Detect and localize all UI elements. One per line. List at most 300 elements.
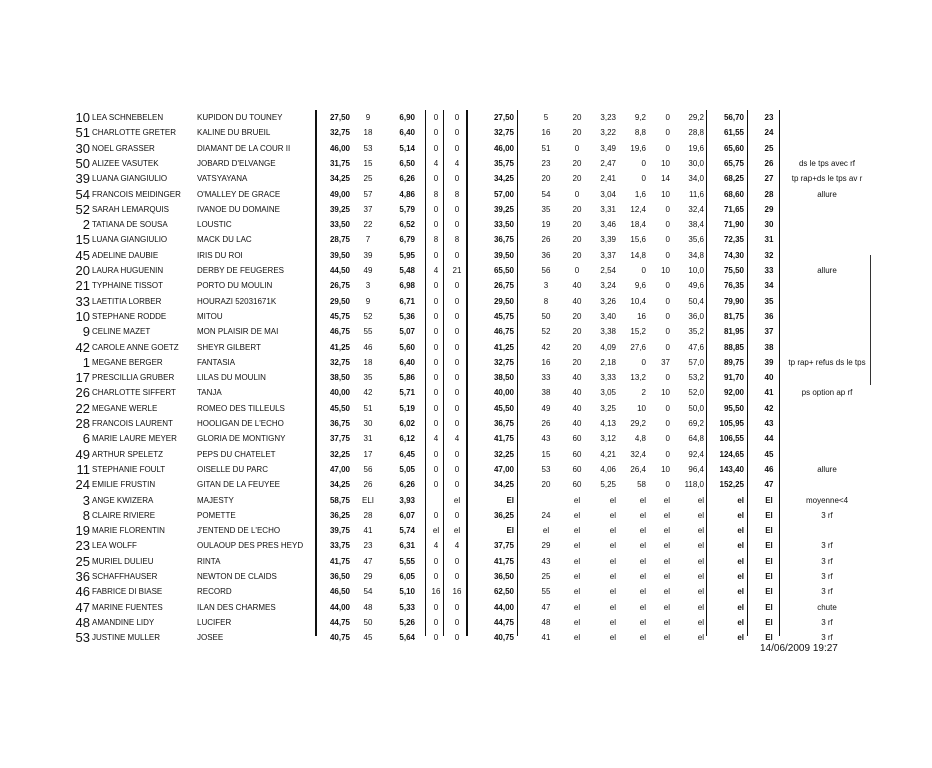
rider-number: 26 (75, 385, 90, 401)
jumping-total: 49,6 (688, 281, 704, 291)
penalty-a: 0 (433, 403, 439, 413)
remark: tp rap+ refus ds le tps (788, 357, 866, 367)
rider-number: 54 (75, 186, 90, 202)
jumping-penalties: 20 (572, 204, 582, 214)
dressage-average: 6,45 (399, 449, 415, 459)
time-penalties: 16 (637, 311, 646, 321)
time-penalties: 0 (641, 266, 646, 275)
jumping-penalties: 60 (572, 480, 582, 490)
penalty-b: 0 (454, 572, 460, 581)
penalty-b: 0 (454, 419, 460, 428)
final-rank: 39 (764, 357, 774, 367)
total-after-dressage: 41,75 (493, 434, 514, 444)
dressage-average: 5,55 (399, 556, 415, 566)
table-column-divider (315, 110, 317, 636)
other-penalties: 0 (665, 311, 670, 321)
penalty-b: 0 (454, 388, 460, 398)
dressage-score: 36,50 (329, 572, 350, 581)
jumping-penalties: el (573, 572, 581, 581)
penalty-a: 0 (433, 419, 439, 428)
total-after-dressage: 41,75 (493, 556, 514, 566)
final-total: 152,25 (719, 480, 744, 490)
rider-name: EMILIE FRUSTIN (92, 480, 156, 490)
penalty-b: 0 (454, 204, 460, 214)
total-after-dressage: 46,75 (493, 327, 514, 337)
table-column-divider (517, 110, 518, 636)
penalty-a: el (432, 526, 440, 536)
total-after-dressage: 38,50 (493, 373, 514, 383)
jumping-total: 11,6 (689, 189, 704, 199)
dressage-average: 5,48 (399, 266, 415, 275)
dressage-average: 5,19 (399, 403, 415, 413)
dressage-rank: 29 (363, 572, 373, 581)
rider-number: 15 (75, 232, 90, 248)
final-total: 81,95 (723, 327, 744, 337)
time-penalties: 15,2 (630, 327, 646, 337)
other-penalties: 0 (665, 204, 670, 214)
final-total: el (737, 526, 744, 536)
dressage-average: 5,79 (399, 204, 415, 214)
other-penalties: 0 (665, 220, 670, 230)
rider-name: ANGE KWIZERA (92, 495, 154, 505)
dressage-rank: 53 (363, 143, 373, 153)
rider-name: ADELINE DAUBIE (92, 250, 159, 260)
final-rank: 44 (764, 434, 774, 444)
penalty-a: 0 (433, 296, 439, 306)
penalty-b: 0 (454, 449, 460, 459)
intermediate-rank: 23 (541, 158, 551, 168)
rider-name: FABRICE DI BIASE (92, 587, 163, 597)
remark: 3 rf (821, 572, 833, 581)
total-after-dressage: 46,00 (493, 143, 514, 153)
dressage-score: 39,50 (329, 250, 350, 260)
other-penalties: 10 (661, 388, 670, 398)
intermediate-rank: 38 (541, 388, 551, 398)
jumping-total: 52,0 (688, 388, 704, 398)
final-total: 124,65 (719, 449, 744, 459)
rider-name: LEA SCHNEBELEN (92, 113, 164, 122)
total-after-dressage: El (506, 495, 514, 505)
penalty-a: 0 (433, 220, 439, 230)
dressage-rank: 57 (363, 189, 373, 199)
dressage-average: 6,31 (399, 541, 415, 551)
dressage-rank: 28 (363, 510, 373, 520)
penalty-a: 0 (433, 113, 439, 122)
intermediate-rank: 8 (543, 296, 549, 306)
table-column-divider (443, 110, 444, 636)
rider-name: STEPHANE RODDE (92, 311, 167, 321)
jumping-time: 3,04 (600, 189, 616, 199)
penalty-b: 4 (454, 434, 460, 444)
final-rank: El (765, 617, 773, 627)
jumping-time: 5,25 (600, 480, 616, 490)
final-rank: 29 (764, 204, 774, 214)
jumping-total: el (697, 526, 704, 536)
other-penalties: 0 (665, 281, 670, 291)
rider-number: 28 (75, 416, 90, 431)
other-penalties: 10 (661, 158, 670, 168)
other-penalties: 0 (665, 403, 670, 413)
rider-name: FRANCOIS LAURENT (92, 419, 173, 428)
remark: allure (817, 189, 837, 199)
total-after-dressage: 34,25 (493, 174, 514, 184)
dressage-score: 46,00 (329, 143, 350, 153)
dressage-score: 38,50 (329, 373, 350, 383)
rider-name: SARAH LEMARQUIS (92, 204, 169, 214)
dressage-rank: 46 (363, 342, 373, 352)
dressage-average: 5,14 (399, 143, 415, 153)
intermediate-rank: 16 (541, 128, 551, 138)
dressage-rank: 7 (365, 235, 371, 245)
penalty-b: 0 (454, 281, 460, 291)
jumping-total: 35,2 (688, 327, 704, 337)
dressage-rank: 15 (363, 158, 373, 168)
horse-name: ILAN DES CHARMES (197, 602, 276, 612)
jumping-time: el (609, 617, 616, 627)
jumping-penalties: 20 (572, 342, 582, 352)
dressage-rank: 39 (363, 250, 373, 260)
other-penalties: 0 (665, 296, 670, 306)
total-after-dressage: 26,75 (493, 281, 514, 291)
penalty-b: 0 (454, 327, 460, 337)
horse-name: OISELLE DU PARC (197, 464, 268, 474)
dressage-rank: 30 (363, 419, 373, 428)
horse-name: KUPIDON DU TOUNEY (197, 113, 283, 122)
dressage-score: 44,00 (329, 602, 350, 612)
dressage-rank: 18 (363, 128, 373, 138)
penalty-a: 0 (433, 174, 439, 184)
dressage-average: 5,64 (399, 633, 415, 643)
other-penalties: 0 (665, 250, 670, 260)
other-penalties: 0 (665, 235, 670, 245)
final-rank: 30 (764, 220, 774, 230)
dressage-rank: 47 (363, 556, 373, 566)
final-total: 89,75 (723, 357, 744, 367)
other-penalties: 0 (665, 480, 670, 490)
dressage-average: 6,40 (399, 357, 415, 367)
final-rank: 28 (764, 189, 774, 199)
intermediate-rank: 16 (541, 357, 551, 367)
dressage-rank: 42 (363, 388, 373, 398)
dressage-average: 5,86 (399, 373, 415, 383)
dressage-rank: 35 (363, 373, 373, 383)
dressage-average: 5,60 (399, 342, 415, 352)
penalty-a: 8 (433, 235, 439, 245)
final-total: 71,65 (723, 204, 744, 214)
jumping-time: 3,39 (600, 235, 616, 245)
rider-number: 46 (75, 584, 90, 600)
other-penalties: 0 (665, 373, 670, 383)
horse-name: PORTO DU MOULIN (197, 281, 273, 291)
final-total: 68,60 (723, 189, 744, 199)
jumping-total: 118,0 (684, 480, 704, 490)
intermediate-rank: 49 (541, 403, 551, 413)
dressage-rank: 52 (363, 311, 373, 321)
final-total: 61,55 (723, 128, 744, 138)
time-penalties: el (639, 556, 646, 566)
penalty-b: 0 (454, 464, 460, 474)
other-penalties: 0 (665, 143, 670, 153)
penalty-a: 4 (433, 158, 439, 168)
penalty-a: 0 (433, 342, 439, 352)
final-total: 91,70 (723, 373, 744, 383)
final-total: 79,90 (723, 296, 744, 306)
dressage-average: 5,71 (399, 388, 415, 398)
rider-name: MURIEL DULIEU (92, 556, 154, 566)
total-after-dressage: 29,50 (493, 296, 514, 306)
intermediate-rank: 26 (541, 419, 551, 428)
final-total: el (737, 602, 744, 612)
penalty-a: 16 (431, 587, 441, 597)
rider-number: 20 (75, 263, 90, 278)
time-penalties: 19,6 (630, 143, 646, 153)
time-penalties: 14,8 (630, 250, 646, 260)
rider-number: 36 (75, 569, 90, 584)
time-penalties: 1,6 (634, 189, 646, 199)
jumping-penalties: el (573, 510, 581, 520)
time-penalties: 32,4 (630, 449, 646, 459)
dressage-rank: 54 (363, 587, 373, 597)
jumping-time: 3,26 (600, 296, 616, 306)
dressage-average: 5,36 (399, 311, 415, 321)
total-after-dressage: 57,00 (493, 189, 514, 199)
remark: 3 rf (821, 587, 833, 597)
horse-name: IRIS DU ROI (197, 250, 243, 260)
remark: allure (817, 464, 837, 474)
total-after-dressage: 47,00 (493, 464, 514, 474)
other-penalties: 0 (665, 434, 670, 444)
remark: tp rap+ds le tps av r (791, 174, 863, 184)
other-penalties: 10 (661, 189, 670, 199)
final-rank: El (765, 541, 773, 551)
time-penalties: 9,6 (634, 281, 646, 291)
final-total: 106,55 (719, 434, 744, 444)
other-penalties: el (663, 633, 670, 643)
penalty-b: 0 (454, 633, 460, 643)
dressage-score: 33,50 (329, 220, 350, 230)
jumping-penalties: 40 (572, 388, 582, 398)
dressage-score: 34,25 (329, 480, 350, 490)
penalty-b: 0 (454, 602, 460, 612)
final-total: el (737, 572, 744, 581)
rider-name: MARIE LAURE MEYER (92, 434, 177, 444)
jumping-total: 96,4 (688, 464, 704, 474)
dressage-average: 6,02 (399, 419, 415, 428)
jumping-penalties: el (573, 587, 581, 597)
rider-number: 24 (75, 477, 90, 493)
time-penalties: 9,2 (634, 113, 646, 122)
dressage-score: 34,25 (329, 174, 350, 184)
intermediate-rank: 26 (541, 235, 551, 245)
horse-name: SHEYR GILBERT (197, 342, 261, 352)
total-after-dressage: 37,75 (493, 541, 514, 551)
penalty-b: 0 (454, 296, 460, 306)
jumping-total: 64,8 (688, 434, 704, 444)
final-total: 65,60 (723, 143, 744, 153)
remark: 3 rf (821, 541, 833, 551)
jumping-total: 28,8 (688, 128, 704, 138)
horse-name: ROMEO DES TILLEULS (197, 403, 285, 413)
final-total: 72,35 (723, 235, 744, 245)
final-rank: 47 (764, 480, 774, 490)
time-penalties: 0 (641, 158, 646, 168)
intermediate-rank: el (542, 526, 550, 536)
penalty-b: 4 (454, 541, 460, 551)
final-rank: El (765, 587, 773, 597)
time-penalties: 0 (641, 174, 646, 184)
jumping-penalties: el (573, 495, 581, 505)
final-total: 76,35 (723, 281, 744, 291)
jumping-penalties: 40 (572, 373, 582, 383)
dressage-rank: 25 (363, 174, 373, 184)
horse-name: O'MALLEY DE GRACE (197, 189, 281, 199)
total-after-dressage: 33,50 (493, 220, 514, 230)
jumping-penalties: 0 (574, 266, 580, 275)
time-penalties: el (639, 617, 646, 627)
jumping-penalties: 20 (572, 174, 582, 184)
jumping-time: 4,13 (600, 419, 616, 428)
dressage-score: 31,75 (329, 158, 350, 168)
jumping-total: 92,4 (688, 449, 704, 459)
final-rank: 46 (764, 464, 774, 474)
time-penalties: el (639, 602, 646, 612)
rider-number: 30 (75, 140, 90, 156)
penalty-b: 0 (454, 403, 460, 413)
dressage-average: 3,93 (399, 495, 415, 505)
dressage-average: 5,95 (399, 250, 415, 260)
time-penalties: 2 (641, 388, 646, 398)
penalty-b: 4 (454, 158, 460, 168)
jumping-time: 3,12 (600, 434, 616, 444)
rider-number: 42 (75, 339, 90, 355)
rider-name: LEA WOLFF (92, 541, 137, 551)
penalty-b: el (453, 526, 461, 536)
time-penalties: 12,4 (630, 204, 646, 214)
horse-name: RECORD (197, 587, 232, 597)
rider-name: AMANDINE LIDY (92, 617, 155, 627)
penalty-b: 0 (454, 250, 460, 260)
rider-number: 17 (75, 370, 90, 386)
intermediate-rank: 43 (541, 434, 551, 444)
jumping-time: 3,24 (600, 281, 616, 291)
horse-name: GITAN DE LA FEUYEE (197, 480, 280, 490)
rider-name: MEGANE BERGER (92, 357, 163, 367)
time-penalties: 8,8 (634, 128, 646, 138)
rider-name: ARTHUR SPELETZ (92, 449, 163, 459)
dressage-score: 44,50 (329, 266, 350, 275)
rider-name: NOEL GRASSER (92, 143, 155, 153)
dressage-score: 45,75 (329, 311, 350, 321)
time-penalties: 18,4 (630, 220, 646, 230)
final-rank: 34 (764, 281, 774, 291)
horse-name: HOOLIGAN DE L'ECHO (197, 419, 284, 428)
jumping-time: 3,05 (600, 388, 616, 398)
final-total: el (737, 556, 744, 566)
other-penalties: 0 (665, 327, 670, 337)
final-total: 65,75 (723, 158, 744, 168)
intermediate-rank: 43 (541, 556, 551, 566)
intermediate-rank: 24 (541, 510, 551, 520)
jumping-penalties: el (573, 602, 581, 612)
jumping-penalties: 0 (574, 189, 580, 199)
other-penalties: 14 (661, 174, 670, 184)
print-timestamp: 14/06/2009 19:27 (760, 643, 838, 654)
dressage-score: 47,00 (329, 464, 350, 474)
final-total: 75,50 (723, 266, 744, 275)
time-penalties: 10 (637, 403, 646, 413)
other-penalties: 0 (665, 449, 670, 459)
penalty-a: 0 (433, 204, 439, 214)
jumping-penalties: 60 (572, 464, 582, 474)
jumping-time: 3,33 (600, 373, 616, 383)
penalty-b: 8 (454, 235, 460, 245)
final-rank: 27 (764, 174, 774, 184)
dressage-rank: 17 (363, 449, 373, 459)
horse-name: TANJA (197, 388, 222, 398)
jumping-total: 50,0 (688, 403, 704, 413)
penalty-a: 0 (433, 510, 439, 520)
total-after-dressage: 36,25 (493, 510, 514, 520)
penalty-b: el (453, 495, 461, 505)
remark: chute (817, 602, 837, 612)
horse-name: OULAOUP DES PRES HEYD (197, 541, 304, 551)
intermediate-rank: 35 (541, 204, 551, 214)
final-rank: 43 (764, 419, 774, 428)
rider-name: CELINE MAZET (92, 327, 151, 337)
dressage-score: 58,75 (329, 495, 350, 505)
jumping-time: 3,22 (600, 128, 616, 138)
rider-number: 50 (75, 155, 90, 171)
dressage-score: 28,75 (329, 235, 350, 245)
horse-name: NEWTON DE CLAIDS (197, 572, 277, 581)
intermediate-rank: 47 (541, 602, 551, 612)
jumping-total: el (697, 617, 704, 627)
penalty-a: 0 (433, 357, 439, 367)
intermediate-rank: 5 (543, 113, 549, 122)
jumping-total: 57,0 (688, 357, 704, 367)
rider-name: ALIZEE VASUTEK (92, 158, 159, 168)
other-penalties: el (663, 495, 670, 505)
jumping-penalties: 20 (572, 311, 582, 321)
time-penalties: 29,2 (630, 419, 646, 428)
penalty-a: 0 (433, 464, 439, 474)
horse-name: DIAMANT DE LA COUR II (197, 143, 291, 153)
jumping-time: 4,21 (600, 449, 616, 459)
dressage-rank: 56 (363, 464, 373, 474)
jumping-time: 2,47 (600, 158, 616, 168)
jumping-total: 38,4 (688, 220, 704, 230)
dressage-score: 32,75 (329, 357, 350, 367)
dressage-score: 40,00 (329, 388, 350, 398)
dressage-average: 6,79 (399, 235, 415, 245)
rider-number: 8 (82, 507, 90, 523)
dressage-rank: 9 (365, 296, 371, 306)
dressage-score: 41,25 (329, 342, 350, 352)
rider-number: 22 (75, 400, 90, 416)
penalty-a: 0 (433, 617, 439, 627)
penalty-b: 0 (454, 617, 460, 627)
other-penalties: 0 (665, 419, 670, 428)
horse-name: MITOU (197, 311, 223, 321)
penalty-a: 0 (433, 327, 439, 337)
dressage-average: 5,74 (399, 526, 415, 536)
horse-name: LILAS DU MOULIN (197, 373, 266, 383)
horse-name: J'ENTEND DE L'ECHO (197, 526, 281, 536)
jumping-total: el (697, 587, 704, 597)
other-penalties: 0 (665, 128, 670, 138)
horse-name: GLORIA DE MONTIGNY (197, 434, 286, 444)
penalty-a: 0 (433, 480, 439, 490)
